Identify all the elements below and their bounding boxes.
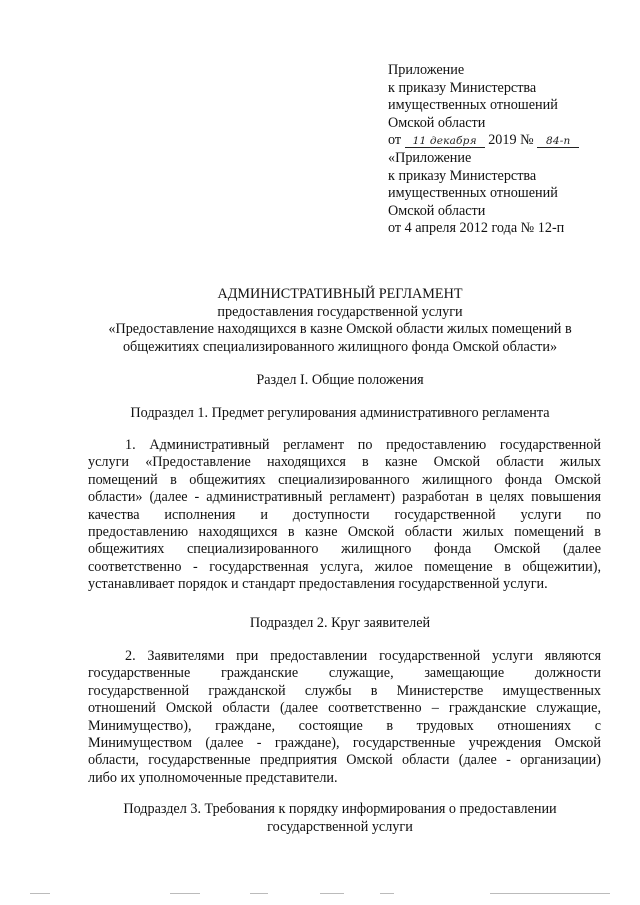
subsection-heading: Подраздел 1. Предмет регулирования административного регламента xyxy=(130,405,550,421)
appendix-quote-line: имущественных отношений xyxy=(388,185,558,202)
appendix-block xyxy=(388,62,618,238)
date-handwritten-field xyxy=(405,134,485,148)
paragraph-1 xyxy=(88,437,601,594)
appendix-quote-line: к приказу Министерства xyxy=(388,167,537,184)
paragraph-line: 1. Административный регламент по предоставлению государственной xyxy=(125,437,601,453)
paragraph-line: государственной гражданской службы в Министерстве имущественных xyxy=(88,682,601,699)
scan-artifact-line xyxy=(20,893,620,895)
date-handwritten: 11 декабря xyxy=(412,135,477,148)
paragraph-line: помещений в общежитиях специализированного жилищного фонда Омской xyxy=(88,471,601,488)
paragraph-line: предоставлению находящихся в казне Омской области жилых помещений в xyxy=(88,524,601,541)
section-heading: Раздел I. Общие положения xyxy=(256,372,424,388)
appendix-line: имущественных отношений xyxy=(388,97,558,114)
appendix-date-line xyxy=(388,132,618,150)
number-handwritten-field xyxy=(537,134,579,148)
date-year: 2019 № xyxy=(488,132,534,149)
subsection-heading-line: Подраздел 3. Требования к порядку информирования о предоставлении xyxy=(123,801,557,817)
paragraph-line: Минимуществом (далее - граждане), государственные учреждения Омской xyxy=(88,735,601,752)
subsection-heading-line: государственной услуги xyxy=(267,818,413,835)
title-line: «Предоставление находящихся в казне Омской области жилых помещений в xyxy=(108,321,572,338)
title-line: предоставления государственной услуги xyxy=(217,303,463,320)
paragraph-line: либо их уполномоченные представители. xyxy=(88,769,338,786)
paragraph-line: государственные гражданские служащие, замещающие должности xyxy=(88,665,601,682)
paragraph-line: устанавливает порядок и стандарт предоставления государственной услуги. xyxy=(88,576,548,593)
appendix-line: Приложение xyxy=(388,62,465,78)
subsection-heading xyxy=(60,801,620,836)
appendix-quote-line: Омской области xyxy=(388,202,486,219)
title-main: АДМИНИСТРАТИВНЫЙ РЕГЛАМЕНТ xyxy=(217,286,463,302)
paragraph-line: 2. Заявителями при предоставлении государственной услуги являются xyxy=(125,648,601,664)
paragraph-2 xyxy=(88,648,601,787)
title-line: общежитиях специализированного жилищного фонда Омской области» xyxy=(122,338,558,355)
paragraph-line: области, государственные предприятия Омской области (далее - организации) xyxy=(88,752,601,769)
paragraph-line: качества исполнения и доступности государственной услуги по xyxy=(88,506,601,523)
number-handwritten: 84-п xyxy=(545,135,571,148)
appendix-line: Омской области xyxy=(388,114,486,131)
document-title xyxy=(60,286,620,356)
paragraph-line: области» (далее - административный регламент) разработан в целях повышения xyxy=(88,489,601,506)
paragraph-line: общежитиях специализированного жилищного фонда Омской (далее xyxy=(88,541,601,558)
paragraph-line: услуги «Предоставление находящихся в казне Омской области жилых xyxy=(88,454,601,471)
appendix-line: к приказу Министерства xyxy=(388,79,537,96)
date-prefix: от xyxy=(388,132,402,149)
subsection-heading: Подраздел 2. Круг заявителей xyxy=(249,615,431,631)
appendix-quote-line: «Приложение xyxy=(388,149,472,166)
paragraph-line: соответственно - государственная услуга, жилое помещение в общежитии), xyxy=(88,558,601,575)
appendix-quote-line: от 4 апреля 2012 года № 12-п xyxy=(388,220,565,237)
paragraph-line: Минимущество), граждане, состоящие в трудовых отношениях с xyxy=(88,717,601,734)
paragraph-line: отношений Омской области (далее соответственно – гражданские служащие, xyxy=(88,700,601,717)
